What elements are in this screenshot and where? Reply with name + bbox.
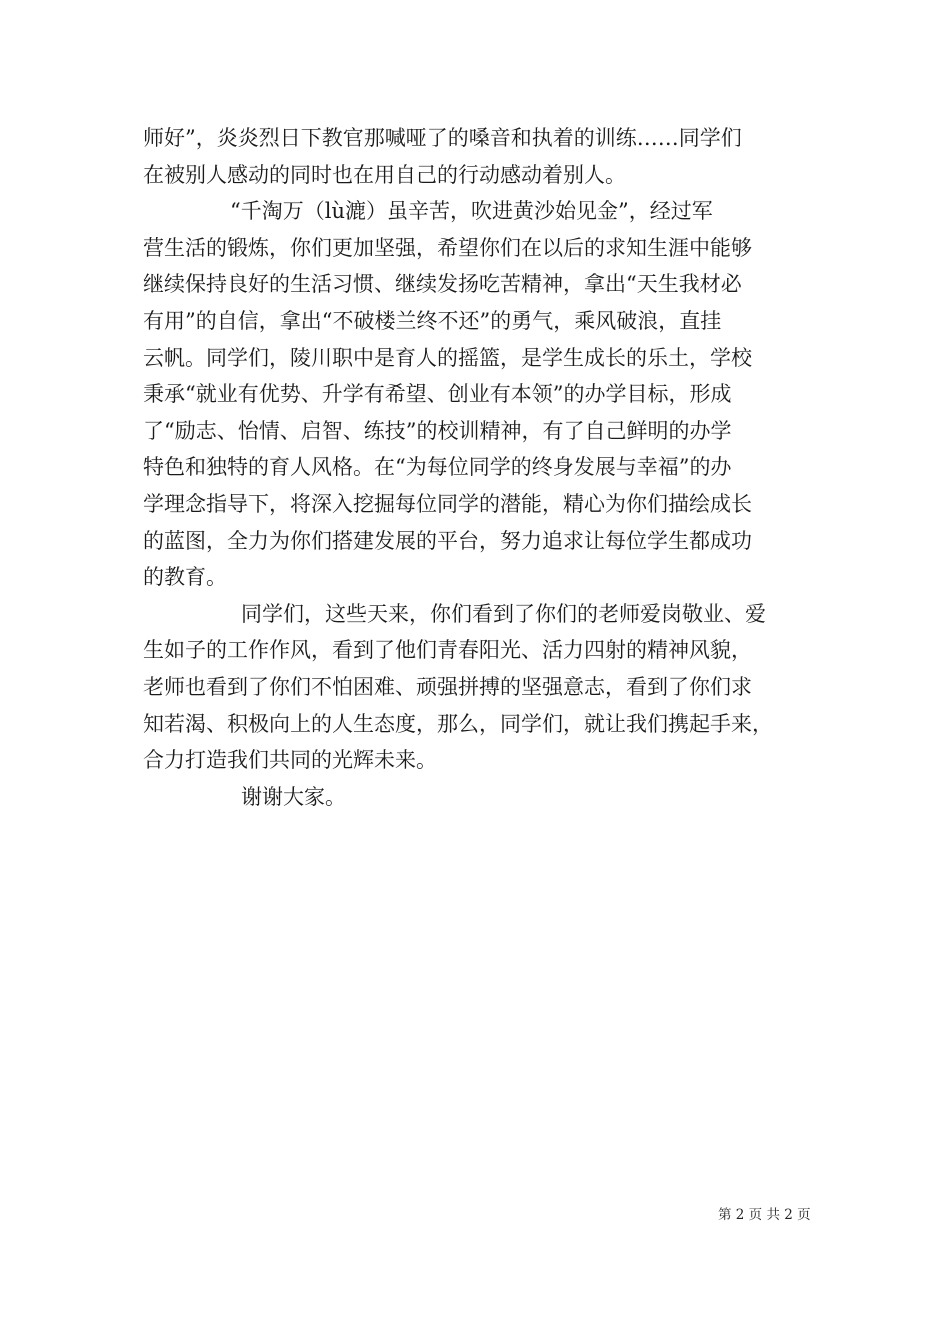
text-line: 老师也看到了你们不怕困难、顽强拼搏的坚强意志，看到了你们求 — [143, 674, 752, 699]
text-line: 营生活的锻炼，你们更加坚强，希望你们在以后的求知生涯中能够 — [143, 235, 752, 260]
text-line: 的教育。 — [143, 565, 227, 590]
text-line: 的蓝图，全力为你们搭建发展的平台，努力追求让每位学生都成功 — [143, 528, 752, 553]
text-line: 谢谢大家。 — [241, 784, 346, 809]
text-line: 同学们，这些天来，你们看到了你们的老师爱岗敬业、爱 — [241, 601, 766, 626]
text-line: “千淘万（lù漉）虽辛苦，吹进黄沙始见金”，经过军 — [230, 199, 713, 224]
text-line: 合力打造我们共同的光辉未来。 — [143, 748, 437, 773]
document-body — [143, 120, 833, 815]
page-number-footer: 第 2 页 共 2 页 — [718, 1207, 811, 1223]
text-line: 特色和独特的育人风格。在“为每位同学的终身发展与幸福”的办 — [143, 455, 732, 480]
text-line: 学理念指导下，将深入挖掘每位同学的潜能，精心为你们描绘成长 — [143, 491, 752, 516]
text-line: 秉承“就业有优势、升学有希望、创业有本领”的办学目标，形成 — [143, 382, 732, 407]
text-line: 知若渴、积极向上的人生态度，那么，同学们，就让我们携起手来， — [143, 711, 773, 736]
text-line: 生如子的工作作风，看到了他们青春阳光、活力四射的精神风貌， — [143, 638, 752, 663]
text-line: 继续保持良好的生活习惯、继续发扬吃苦精神，拿出“天生我材必 — [143, 272, 742, 297]
text-line: 有用”的自信，拿出“不破楼兰终不还”的勇气，乘风破浪，直挂 — [143, 308, 722, 333]
text-line: 了“励志、怡情、启智、练技”的校训精神，有了自己鲜明的办学 — [143, 418, 732, 443]
text-line: 师好”，炎炎烈日下教官那喊哑了的嗓音和执着的训练……同学们 — [143, 126, 742, 150]
text-line: 在被别人感动的同时也在用自己的行动感动着别人。 — [143, 162, 626, 187]
text-line: 云帆。同学们，陵川职中是育人的摇篮，是学生成长的乐土，学校 — [143, 345, 752, 370]
